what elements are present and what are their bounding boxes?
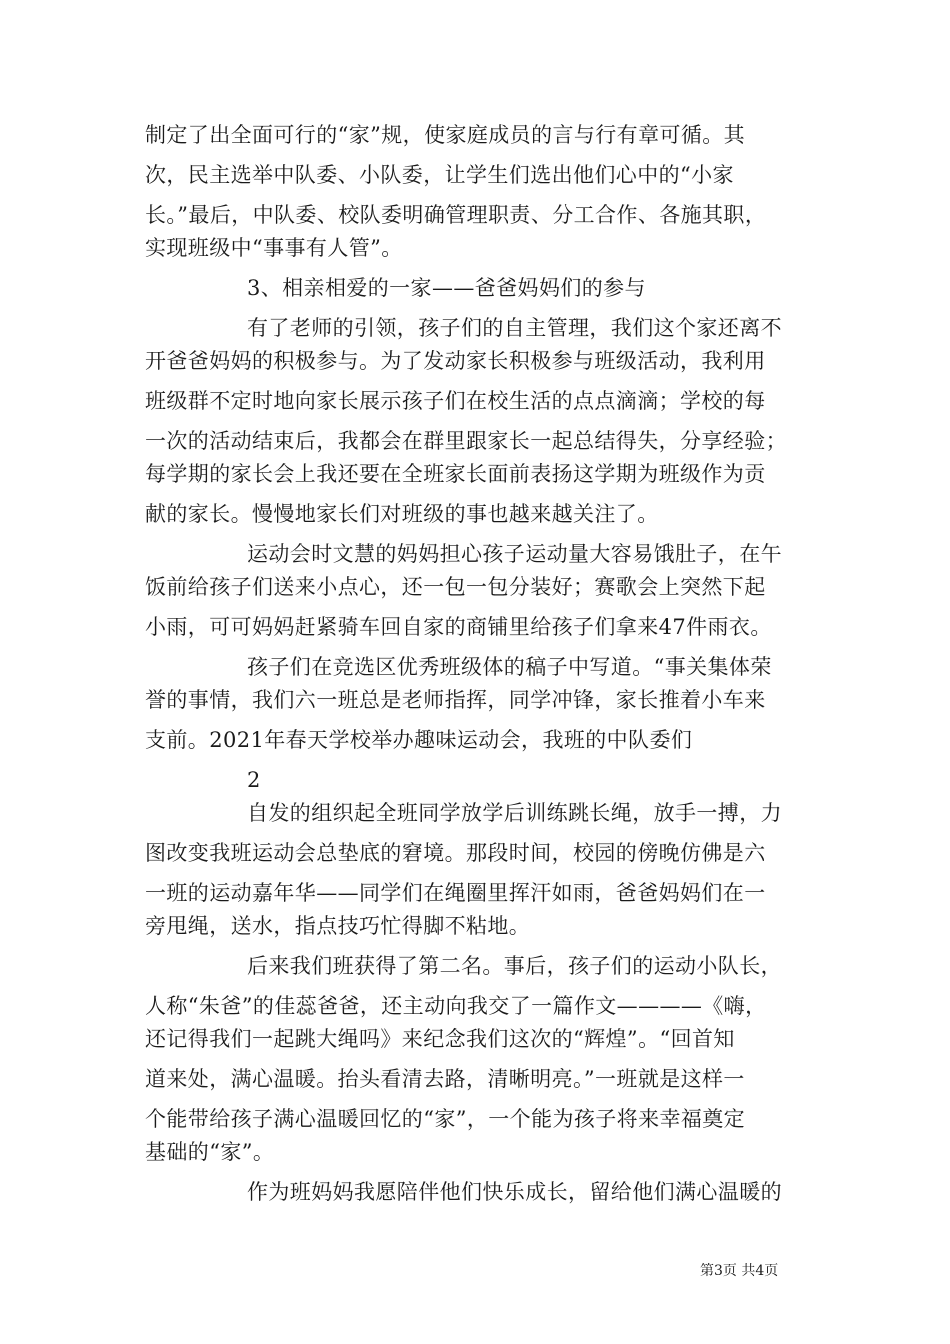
text-line: 饭前给孩子们送来小点心，还一包一包分装好；赛歌会上突然下起 bbox=[145, 575, 766, 599]
text-line: 后来我们班获得了第二名。事后，孩子们的运动小队长， bbox=[247, 954, 782, 978]
text-line: 誉的事情，我们六一班总是老师指挥，同学冲锋，家长推着小车来 bbox=[145, 688, 766, 712]
text-line: 每学期的家长会上我还要在全班家长面前表扬这学期为班级作为贡 bbox=[145, 462, 766, 486]
text-line: 小雨，可可妈妈赶紧骑车回自家的商铺里给孩子们拿来47件雨衣。 bbox=[145, 615, 772, 639]
text-line: 道来处，满心温暖。抬头看清去路，清晰明亮。”一班就是这样一 bbox=[145, 1067, 745, 1091]
text-line: 自发的组织起全班同学放学后训练跳长绳，放手一搏，力 bbox=[247, 801, 782, 825]
page-marker: 2 bbox=[247, 768, 261, 792]
text-line: 支前。2021年春天学校举办趣味运动会，我班的中队委们 bbox=[145, 728, 693, 752]
text-line: 班级群不定时地向家长展示孩子们在校生活的点点滴滴；学校的每 bbox=[145, 389, 766, 413]
text-line: 次，民主选举中队委、小队委，让学生们选出他们心中的“小家 bbox=[145, 163, 734, 187]
text-line: 基础的“家”。 bbox=[145, 1140, 275, 1164]
text-line: 旁甩绳，送水，指点技巧忙得脚不粘地。 bbox=[145, 914, 531, 938]
text-line: 有了老师的引领，孩子们的自主管理，我们这个家还离不 bbox=[247, 316, 782, 340]
text-line: 献的家长。慢慢地家长们对班级的事也越来越关注了。 bbox=[145, 502, 659, 526]
text-line: 一班的运动嘉年华——同学们在绳圈里挥汗如雨，爸爸妈妈们在一 bbox=[145, 881, 766, 905]
text-line: 实现班级中“事事有人管”。 bbox=[145, 236, 403, 260]
text-line: 图改变我班运动会总垫底的窘境。那段时间，校园的傍晚仿佛是六 bbox=[145, 841, 766, 865]
text-line: 运动会时文慧的妈妈担心孩子运动量大容易饿肚子，在午 bbox=[247, 542, 782, 566]
text-line: 制定了出全面可行的“家”规，使家庭成员的言与行有章可循。其 bbox=[145, 123, 746, 147]
text-line: 一次的活动结束后，我都会在群里跟家长一起总结得失，分享经验； bbox=[145, 429, 787, 453]
text-line: 作为班妈妈我愿陪伴他们快乐成长，留给他们满心温暖的 bbox=[247, 1180, 782, 1204]
text-line: 个能带给孩子满心温暖回忆的“家”，一个能为孩子将来幸福奠定 bbox=[145, 1107, 746, 1131]
text-line: 人称“朱爸”的佳蕊爸爸，还主动向我交了一篇作文————《嗨， bbox=[145, 994, 767, 1018]
section-heading: 3、相亲相爱的一家——爸爸妈妈们的参与 bbox=[247, 276, 646, 300]
page-footer: 第3页 共4页 bbox=[700, 1263, 779, 1279]
text-line: 长。”最后，中队委、校队委明确管理职责、分工合作、各施其职， bbox=[145, 203, 767, 227]
text-line: 孩子们在竞选区优秀班级体的稿子中写道。“事关集体荣 bbox=[247, 655, 772, 679]
text-line: 还记得我们一起跳大绳吗》来纪念我们这次的“辉煌”。“回首知 bbox=[145, 1027, 735, 1051]
text-line: 开爸爸妈妈的积极参与。为了发动家长积极参与班级活动，我利用 bbox=[145, 349, 766, 373]
